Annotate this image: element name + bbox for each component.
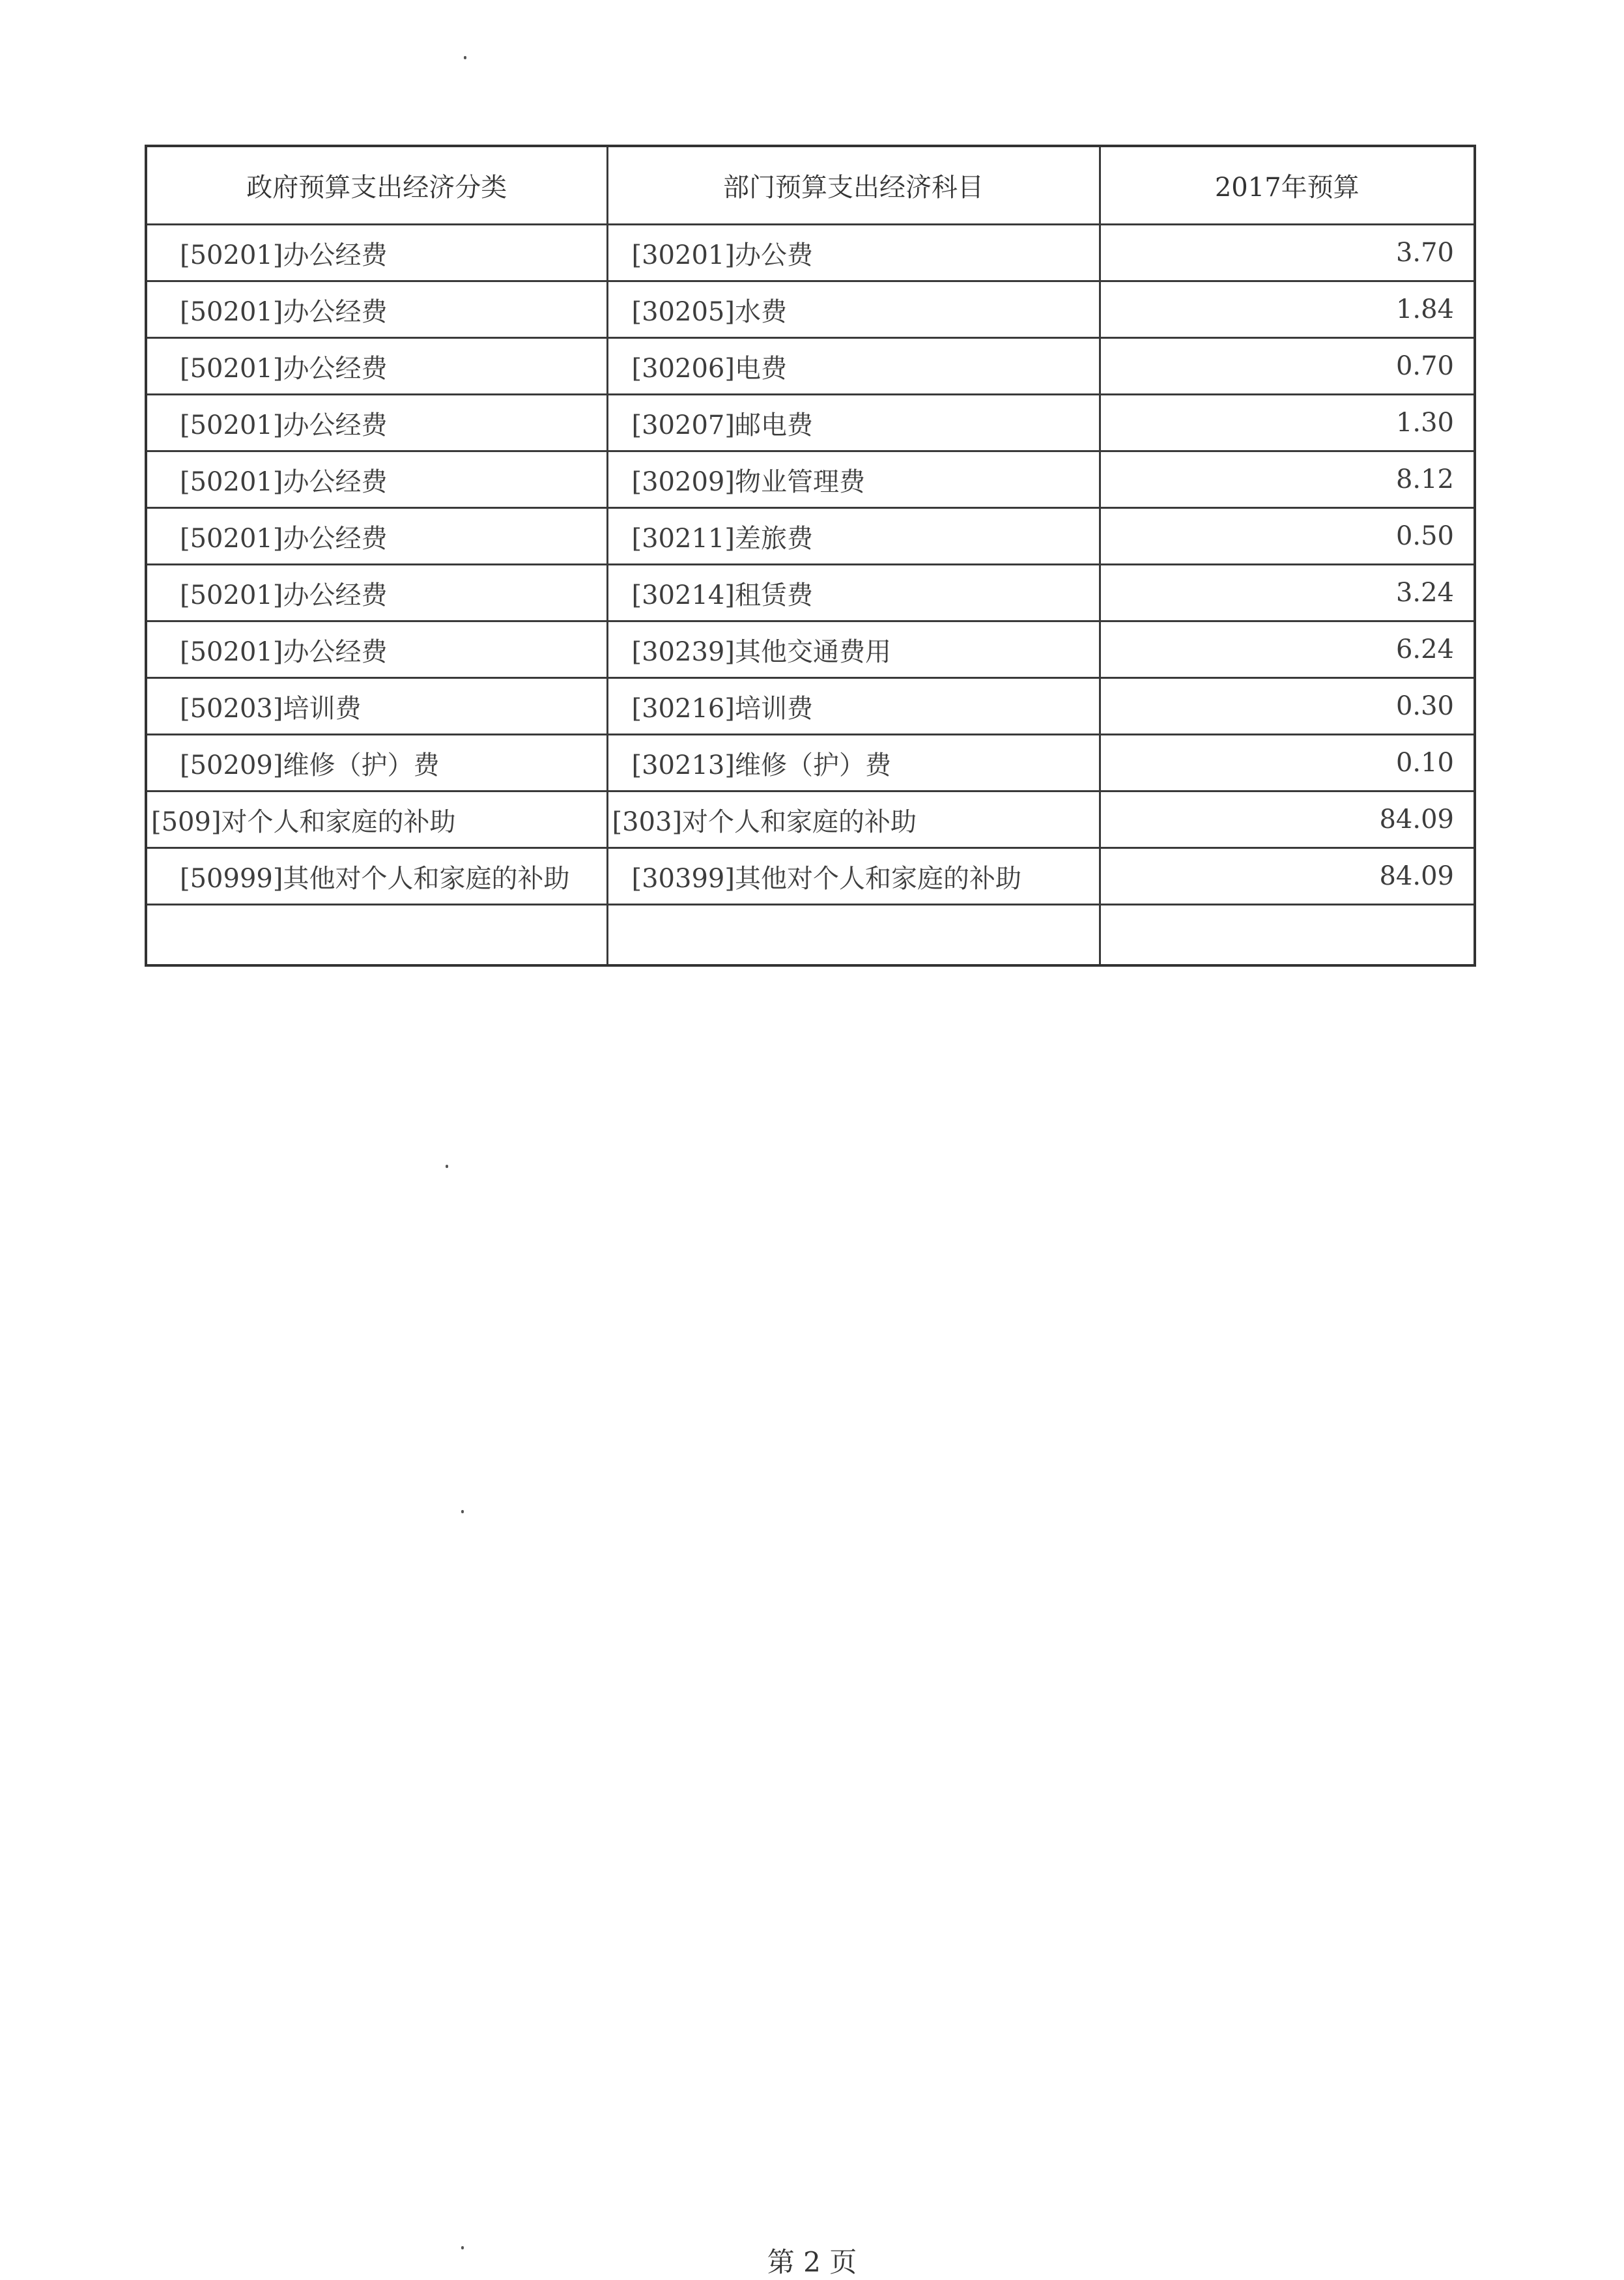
- dept-subject-cell: [30205]水费: [607, 281, 1100, 338]
- table-row: [146, 395, 1475, 451]
- dept-subject-cell: [30214]租赁费: [607, 565, 1100, 621]
- dept-subject-cell: [30216]培训费: [607, 678, 1100, 735]
- dept-subject-cell: [30201]办公费: [607, 225, 1100, 281]
- scan-speck: [446, 1165, 448, 1168]
- gov-category-cell: [50201]办公经费: [146, 281, 607, 338]
- gov-category-cell: [509]对个人和家庭的补助: [146, 791, 607, 848]
- dept-subject-cell: [30399]其他对个人和家庭的补助: [607, 848, 1100, 905]
- gov-category-cell: [50201]办公经费: [146, 621, 607, 678]
- dept-subject-cell: [30207]邮电费: [607, 395, 1100, 451]
- empty-cell: [607, 905, 1100, 966]
- dept-subject-cell: [30239]其他交通费用: [607, 621, 1100, 678]
- table-row: [146, 451, 1475, 508]
- dept-subject-cell: [30213]维修（护）费: [607, 735, 1100, 791]
- header-dept-subject: 部门预算支出经济科目: [607, 146, 1100, 225]
- table-row: [146, 621, 1475, 678]
- budget-amount-cell: 3.24: [1100, 565, 1475, 621]
- scan-speck: [464, 56, 466, 59]
- budget-amount-cell: 1.30: [1100, 395, 1475, 451]
- page-number: 第 2 页: [767, 2246, 857, 2278]
- budget-amount-cell: 0.10: [1100, 735, 1475, 791]
- table-row: [146, 508, 1475, 565]
- table-row: [146, 678, 1475, 735]
- budget-amount-cell: 8.12: [1100, 451, 1475, 508]
- budget-amount-cell: 0.70: [1100, 338, 1475, 395]
- budget-expenditure-table: [145, 145, 1476, 967]
- budget-amount-cell: 1.84: [1100, 281, 1475, 338]
- gov-category-cell: [50999]其他对个人和家庭的补助: [146, 848, 607, 905]
- table-row: [146, 281, 1475, 338]
- budget-amount-cell: 0.50: [1100, 508, 1475, 565]
- empty-cell: [1100, 905, 1475, 966]
- dept-subject-cell: [30209]物业管理费: [607, 451, 1100, 508]
- table-header: [146, 146, 1475, 225]
- scan-speck: [461, 1510, 464, 1513]
- gov-category-cell: [50201]办公经费: [146, 451, 607, 508]
- gov-category-cell: [50201]办公经费: [146, 338, 607, 395]
- table-row-empty: [146, 905, 1475, 966]
- gov-category-cell: [50203]培训费: [146, 678, 607, 735]
- budget-amount-cell: 3.70: [1100, 225, 1475, 281]
- gov-category-cell: [50201]办公经费: [146, 225, 607, 281]
- gov-category-cell: [50201]办公经费: [146, 395, 607, 451]
- table-row: [146, 735, 1475, 791]
- table-body: [146, 225, 1475, 966]
- header-budget-2017: 2017年预算: [1100, 146, 1475, 225]
- dept-subject-cell: [30211]差旅费: [607, 508, 1100, 565]
- table-row: [146, 848, 1475, 905]
- header-row: [146, 146, 1475, 225]
- header-gov-category: 政府预算支出经济分类: [146, 146, 607, 225]
- budget-amount-cell: 0.30: [1100, 678, 1475, 735]
- budget-amount-cell: 6.24: [1100, 621, 1475, 678]
- gov-category-cell: [50209]维修（护）费: [146, 735, 607, 791]
- table-row: [146, 338, 1475, 395]
- budget-amount-cell: 84.09: [1100, 848, 1475, 905]
- gov-category-cell: [50201]办公经费: [146, 508, 607, 565]
- dept-subject-cell: [30206]电费: [607, 338, 1100, 395]
- table-row: [146, 225, 1475, 281]
- dept-subject-cell: [303]对个人和家庭的补助: [607, 791, 1100, 848]
- gov-category-cell: [50201]办公经费: [146, 565, 607, 621]
- table-row-group-subtotal: [146, 791, 1475, 848]
- budget-amount-cell: 84.09: [1100, 791, 1475, 848]
- table-row: [146, 565, 1475, 621]
- empty-cell: [146, 905, 607, 966]
